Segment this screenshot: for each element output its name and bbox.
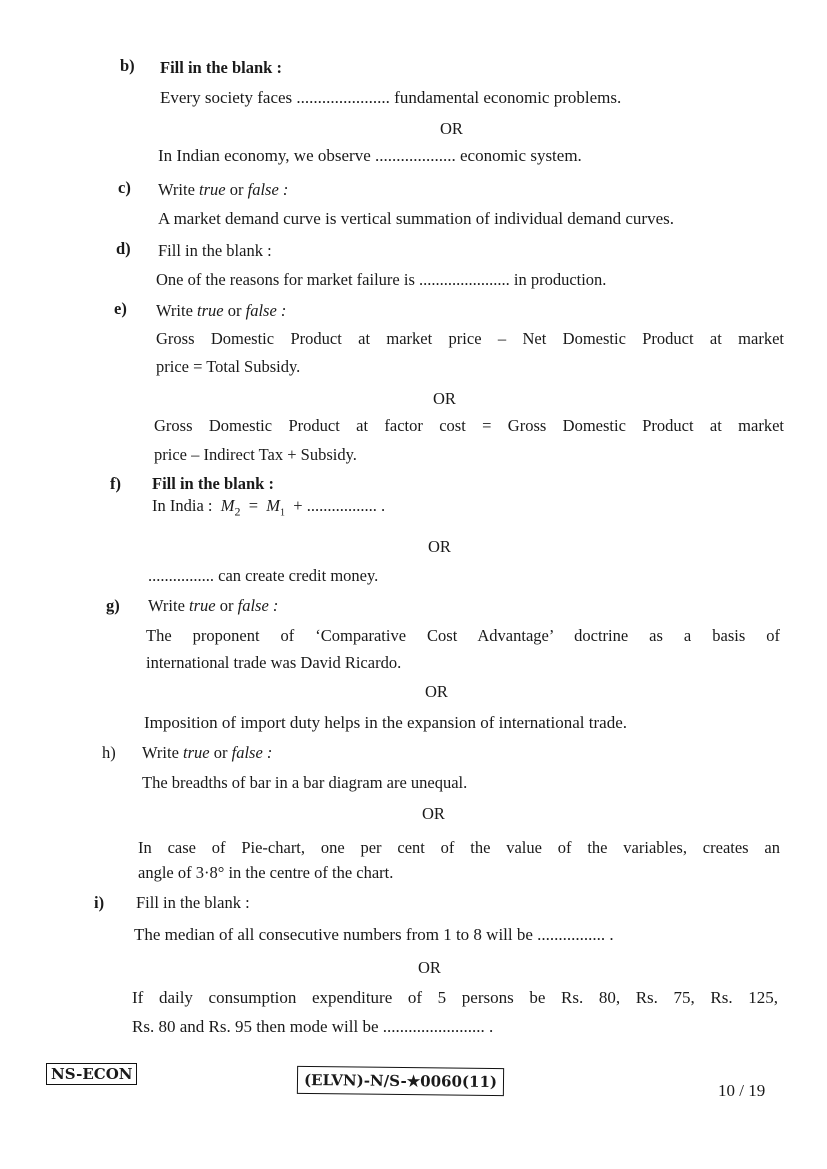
or-text: or — [229, 180, 244, 199]
false-text: false : — [237, 596, 279, 615]
page-number: 10 / 19 — [718, 1081, 766, 1100]
question-f-line2: ................ can create credit money. — [148, 566, 379, 585]
question-label-i: i) — [94, 893, 105, 912]
subscript-2: 2 — [234, 504, 241, 519]
question-b-line1: Every society faces ...................... fundamental economic problems. — [160, 88, 622, 107]
or-separator: OR — [428, 537, 451, 556]
true-text: true — [197, 301, 224, 320]
question-h-line2b: angle of 3·8° in the centre of the chart. — [138, 863, 394, 882]
instruction-true-false — [142, 743, 272, 763]
true-text: true — [189, 596, 216, 615]
write-text: Write — [156, 301, 193, 320]
subscript-1: 1 — [280, 507, 286, 519]
question-label-f: f) — [110, 474, 121, 493]
question-i-line2b: Rs. 80 and Rs. 95 then mode will be ........................ . — [132, 1017, 494, 1036]
question-i-line1: The median of all consecutive numbers from 1 to 8 will be ................ . — [134, 925, 614, 944]
false-text: false : — [247, 180, 289, 199]
question-e-line1a: Gross Domestic Product at market price – Net Domestic Product at market — [156, 329, 784, 348]
question-f-line1 — [152, 496, 385, 523]
or-text: or — [219, 596, 234, 615]
question-g-line1a: The proponent of ‘Comparative Cost Advantage’ doctrine as a basis of — [146, 626, 780, 645]
instruction-true-false — [156, 301, 286, 321]
question-d-line1: One of the reasons for market failure is ...................... in production. — [156, 270, 607, 289]
question-b-line2: In Indian economy, we observe ................... economic system. — [158, 146, 582, 165]
question-label-d: d) — [116, 239, 131, 258]
false-text: false : — [245, 301, 287, 320]
question-label-c: c) — [118, 178, 131, 197]
paper-code-box: (ELVN)-N/S-★0060(11) — [297, 1066, 504, 1096]
instruction-fill: Fill in the blank : — [158, 241, 272, 260]
instruction-fill: Fill in the blank : — [160, 58, 282, 77]
or-separator: OR — [440, 119, 463, 138]
question-g-line1b: international trade was David Ricardo. — [146, 653, 402, 672]
false-text: false : — [231, 743, 273, 762]
question-label-g: g) — [106, 596, 120, 615]
write-text: Write — [148, 596, 185, 615]
or-separator: OR — [433, 389, 456, 408]
question-c-line1: A market demand curve is vertical summation of individual demand curves. — [158, 209, 674, 228]
question-i-line2a: If daily consumption expenditure of 5 persons be Rs. 80, Rs. 75, Rs. 125, — [132, 988, 778, 1007]
or-text: or — [227, 301, 242, 320]
instruction-true-false — [158, 180, 288, 200]
question-label-h: h) — [102, 743, 116, 762]
question-g-line2: Imposition of import duty helps in the expansion of international trade. — [144, 713, 627, 732]
or-separator: OR — [425, 682, 448, 701]
instruction-fill: Fill in the blank : — [136, 893, 250, 912]
question-e-line2b: price – Indirect Tax + Subsidy. — [154, 445, 357, 464]
m1-symbol: M — [266, 496, 281, 515]
true-text: true — [183, 743, 210, 762]
question-label-e: e) — [114, 299, 127, 318]
or-text: or — [213, 743, 228, 762]
write-text: Write — [142, 743, 179, 762]
question-e-line2a: Gross Domestic Product at factor cost = Gross Domestic Product at market — [154, 416, 784, 435]
question-h-line2a: In case of Pie-chart, one per cent of the value of the variables, creates an — [138, 838, 780, 857]
subject-code-box: NS-ECON — [46, 1063, 137, 1085]
instruction-fill: Fill in the blank : — [152, 474, 274, 493]
instruction-true-false — [148, 596, 278, 616]
m2-symbol: M — [220, 496, 235, 515]
question-h-line1: The breadths of bar in a bar diagram are unequal. — [142, 773, 468, 792]
true-text: true — [199, 180, 226, 199]
question-label-b: b) — [120, 56, 135, 75]
question-e-line1b: price = Total Subsidy. — [156, 357, 301, 376]
prefix-text: In India : — [152, 496, 213, 515]
blank-text: + ................. . — [293, 496, 386, 515]
or-separator: OR — [418, 958, 441, 977]
equals-sign: = — [248, 496, 259, 515]
or-separator: OR — [422, 804, 445, 823]
write-text: Write — [158, 180, 195, 199]
